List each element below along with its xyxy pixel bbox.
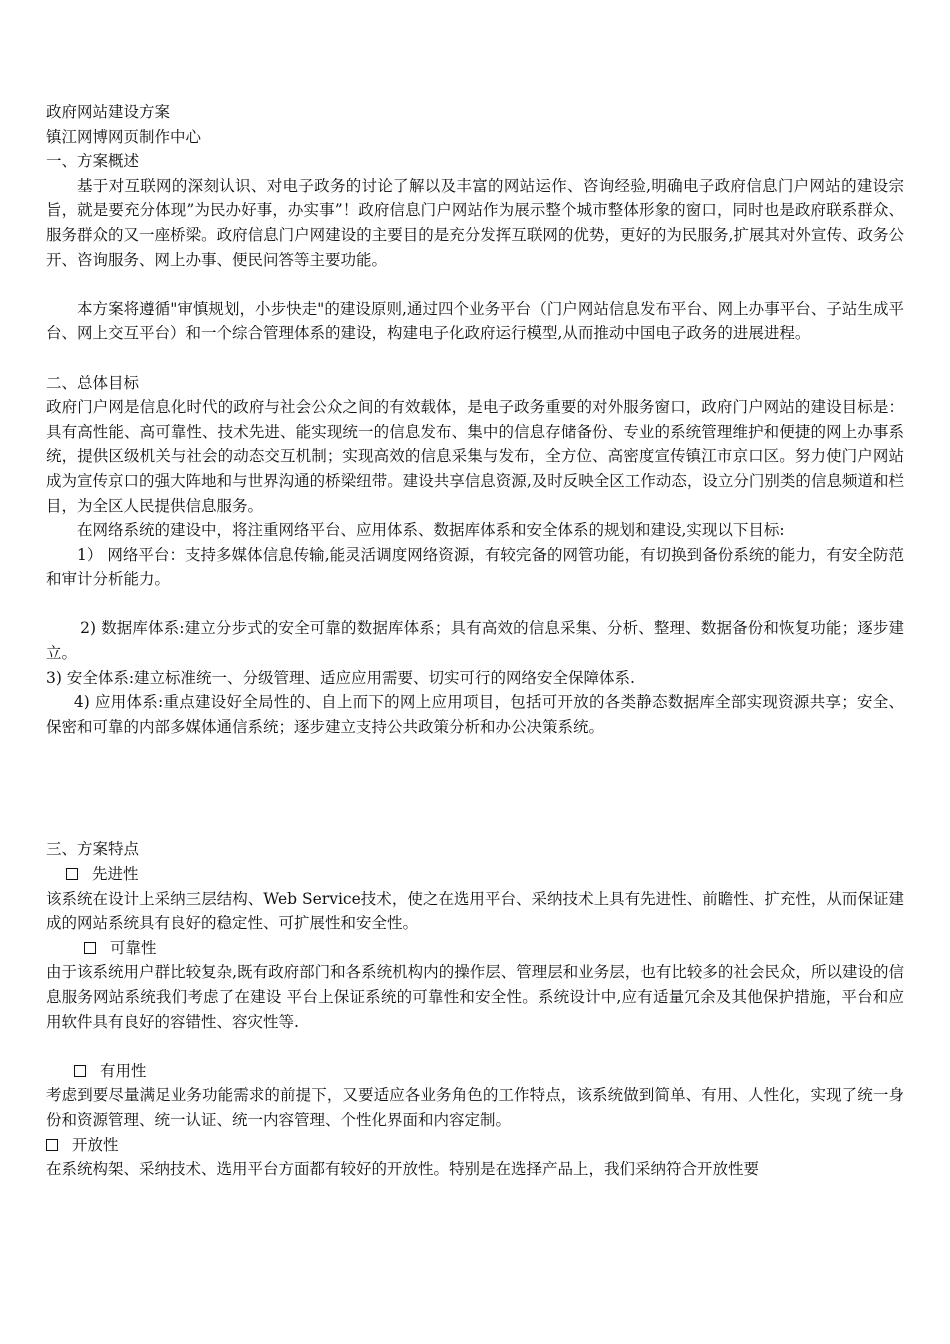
spacer: [46, 739, 904, 837]
feature-open-heading: [46, 1133, 904, 1158]
goals-paragraph-1: 政府门户网是信息化时代的政府与社会公众之间的有效载体，是电子政务重要的对外服务窗口，政府门户网站的建设目标是：具有高性能、高可靠性、技术先进、能实现统一的信息发布、集中的信息存储备份、专业的系统管理维护和便捷的网上办事系统，提供区级机关与社会的动态交互机制；实现高效的信息采集与发布，全方位、高密度宣传镇江市京口区。努力使门户网站成为宣传京口的强大阵地和与世界沟通的桥梁纽带。建设共享信息资源,及时反映全区工作动态，设立分门别类的信息频道和栏目，为全区人民提供信息服务。: [46, 398, 904, 515]
goals-item-security: 3) 安全体系:建立标准统一、分级管理、适应应用需要、切实可行的网络安全保障体系.: [46, 668, 635, 687]
overview-paragraph-1: 基于对互联网的深刻认识、对电子政务的讨论了解以及丰富的网站运作、咨询经验,明确电子政府信息门户网站的建设宗旨，就是要充分体现”为民办好事，办实事”！政府信息门户网站作为展示整个城市整体形象的窗口，同时也是政府联系群众、服务群众的又一座桥梁。政府信息门户网建设的主要目的是充分发挥互联网的优势，更好的为民服务,扩展其对外宣传、政务公开、咨询服务、网上办事、便民问答等主要功能。: [46, 176, 904, 269]
feature-advanced-text: 该系统在设计上采纳三层结构、Web Service技术，使之在选用平台、采纳技术上具有先进性、前瞻性、扩充性，从而保证建成的网站系统具有良好的稳定性、可扩展性和安全性。: [46, 889, 904, 933]
spacer: [46, 346, 904, 371]
checkbox-icon: [74, 1065, 86, 1077]
section-heading-goals: 二、总体目标: [46, 373, 140, 392]
feature-useful-text: 考虑到要尽量满足业务功能需求的前提下，又要适应各业务角色的工作特点，该系统做到简单、有用、人性化，实现了统一身份和资源管理、统一认证、统一内容管理、个性化界面和内容定制。: [46, 1086, 904, 1129]
goals-item-application: 4) 应用体系:重点建设好全局性的、自上而下的网上应用项目，包括可开放的各类静态数据库全部实现资源共享；安全、保密和可靠的内部多媒体通信系统；逐步建立支持公共政策分析和办公决策系统。: [46, 693, 904, 736]
spacer: [46, 592, 904, 617]
overview-paragraph-2: 本方案将遵循"审慎规划，小步快走"的建设原则,通过四个业务平台（门户网站信息发布平台、网上办事平台、子站生成平台、网上交互平台）和一个综合管理体系的建设，构建电子化政府运行模型,从而推动中国电子政务的进展进程。: [46, 299, 904, 343]
feature-useful-label: 有用性: [100, 1061, 147, 1080]
feature-useful-heading: [46, 1059, 904, 1084]
feature-reliable-text: 由于该系统用户群比较复杂,既有政府部门和各系统机构内的操作层、管理层和业务层，也有比较多的社会民众，所以建设的信息服务网站系统我们考虑了在建设 平台上保证系统的可靠性和安全性。系统设计中,应有适量冗余及其他保护措施，平台和应用软件具有良好的容错性、容灾性等.: [46, 963, 904, 1031]
document-page: [46, 100, 904, 1182]
section-heading-overview: 一、方案概述: [46, 152, 140, 171]
feature-open-text: 在系统构架、采纳技术、选用平台方面都有较好的开放性。特别是在选择产品上，我们采纳符合开放性要: [46, 1160, 760, 1179]
organization-name: 镇江网博网页制作中心: [46, 127, 202, 146]
checkbox-icon: [84, 942, 96, 954]
section-heading-features: 三、方案特点: [46, 840, 140, 859]
feature-advanced-heading: [46, 862, 904, 887]
spacer: [46, 272, 904, 297]
goals-paragraph-2: 在网络系统的建设中，将注重网络平台、应用体系、数据库体系和安全体系的规划和建设,实现以下目标:: [77, 521, 785, 540]
feature-reliable-label: 可靠性: [110, 938, 157, 957]
feature-open-label: 开放性: [72, 1135, 119, 1154]
spacer: [46, 1034, 904, 1059]
feature-advanced-label: 先进性: [92, 865, 139, 884]
document-title: 政府网站建设方案: [46, 103, 171, 121]
goals-item-database: 2) 数据库体系:建立分步式的安全可靠的数据库体系；具有高效的信息采集、分析、整理、数据备份和恢复功能；逐步建立。: [46, 619, 904, 663]
checkbox-icon: [46, 1139, 58, 1151]
goals-item-network: 1） 网络平台：支持多媒体信息传输,能灵活调度网络资源，有较完备的网管功能，有切换到备份系统的能力，有安全防范和审计分析能力。: [46, 545, 904, 589]
feature-reliable-heading: [46, 936, 904, 961]
checkbox-icon: [66, 868, 78, 880]
